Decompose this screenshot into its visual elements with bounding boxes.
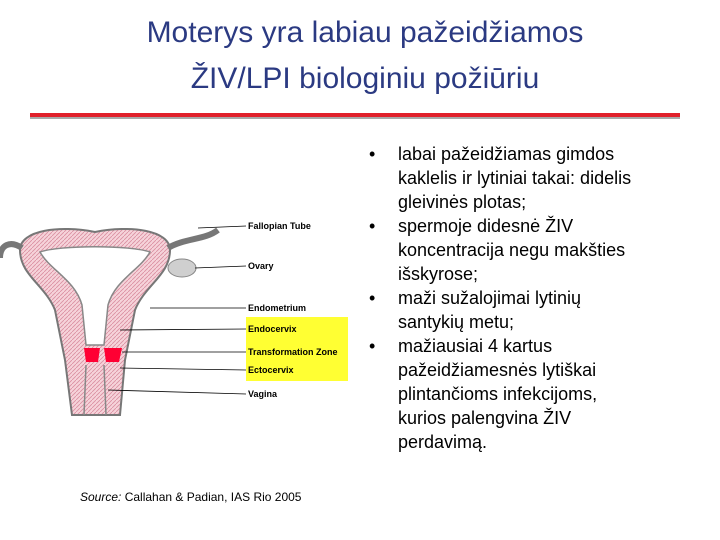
bullet-text-3: maži sužalojimai lytinių santykių metu; [398, 288, 582, 332]
label-ovary: Ovary [248, 261, 274, 271]
bullet-text-1: labai pažeidžiamas gimdos kaklelis ir lytiniai takai: didelis gleivinės plotas; [398, 144, 632, 212]
ovary-shape [168, 259, 196, 277]
label-vagina: Vagina [248, 389, 278, 399]
source-prefix: Source: [80, 490, 122, 504]
title-underline-gray [30, 117, 680, 119]
bullet-list [365, 142, 715, 454]
label-endometrium: Endometrium [248, 303, 307, 313]
fallopian-tube-left [0, 244, 22, 258]
bullet-item [365, 286, 715, 334]
label-ectocervix: Ectocervix [248, 365, 294, 375]
title-line-2: ŽIV/LPI biologiniu požiūriu [190, 62, 540, 95]
bullet-dot: • [369, 144, 376, 164]
source-citation [80, 490, 301, 504]
bullet-text-4: mažiausiai 4 kartus pažeidžiamesnės lytiškai plintančioms infekcijoms, kurios palengvina ŽIV perdavimą. [398, 336, 598, 452]
transformation-zone-left [84, 348, 100, 362]
label-transformation-zone: Transformation Zone [248, 347, 338, 357]
bullet-item [365, 214, 715, 286]
label-endocervix: Endocervix [248, 324, 297, 334]
bullet-item [365, 334, 715, 454]
bullet-text-2: spermoje didesnė ŽIV koncentracija negu makšties išskyrose; [398, 216, 626, 284]
transformation-zone-right [104, 348, 122, 362]
bullet-item [365, 142, 715, 214]
source-text: Callahan & Padian, IAS Rio 2005 [121, 490, 302, 504]
bullet-dot: • [369, 216, 376, 236]
anatomy-diagram [0, 200, 360, 420]
slide-title [0, 10, 720, 102]
bullet-dot: • [369, 336, 376, 356]
label-fallopian-tube: Fallopian Tube [248, 221, 311, 231]
fallopian-tube-right [168, 230, 218, 248]
title-line-1: Moterys yra labiau pažeidžiamos [146, 16, 584, 49]
bullet-dot: • [369, 288, 376, 308]
